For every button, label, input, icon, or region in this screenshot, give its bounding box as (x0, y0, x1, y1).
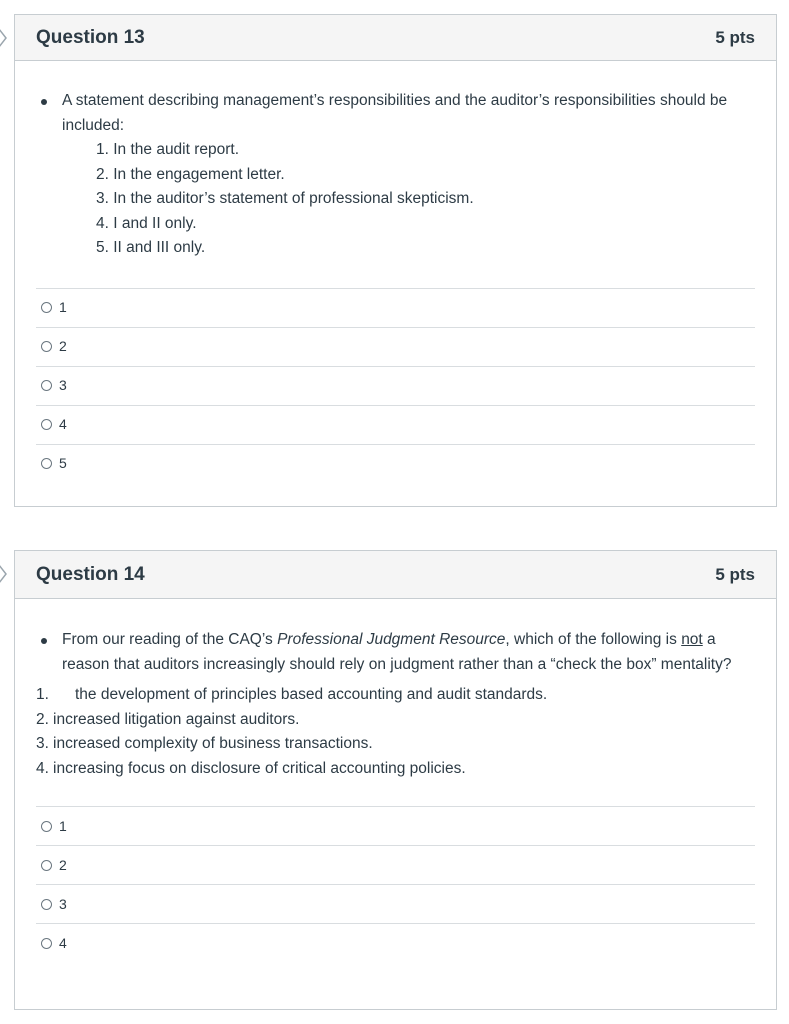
answer-option-2[interactable] (36, 327, 755, 366)
question-13-card (14, 14, 777, 507)
option-item (36, 708, 755, 733)
option-number: 2. (36, 710, 49, 728)
flag-icon[interactable] (0, 563, 9, 585)
bullet-icon (41, 99, 47, 105)
option-item (36, 757, 755, 782)
answer-option-1[interactable] (36, 806, 755, 845)
answer-option-2[interactable] (36, 845, 755, 884)
emphasis-not: not (681, 631, 703, 648)
radio-button[interactable] (41, 380, 52, 391)
option-list (62, 138, 755, 261)
answer-option-1[interactable] (36, 288, 755, 327)
answer-label: 4 (59, 934, 67, 951)
question-header (15, 551, 776, 599)
option-item: 4. I and II only. (96, 214, 197, 232)
prompt-text-c: , which of the following is (505, 631, 682, 648)
radio-button[interactable] (41, 938, 52, 949)
answer-label: 3 (59, 895, 67, 912)
question-title: Question 13 (36, 26, 145, 48)
answer-label: 2 (59, 856, 67, 873)
answer-label: 5 (59, 455, 67, 472)
prompt-text: A statement describing management’s responsibilities and the auditor’s responsibilities should be included: (62, 92, 728, 134)
option-number: 3. (36, 735, 49, 752)
option-item: 5. II and III only. (96, 239, 206, 256)
option-number: 4. (36, 759, 49, 777)
question-points: 5 pts (715, 27, 755, 47)
option-list (36, 683, 755, 781)
answer-option-4[interactable] (36, 405, 755, 444)
radio-button[interactable] (41, 458, 52, 469)
question-header (15, 15, 776, 61)
option-text: increased litigation against auditors. (53, 710, 300, 728)
option-item: 1. In the audit report. (96, 141, 240, 158)
question-points: 5 pts (715, 564, 755, 584)
answer-label: 1 (59, 817, 67, 834)
flag-icon[interactable] (0, 27, 9, 49)
option-text: increasing focus on disclosure of critical accounting policies. (53, 759, 466, 777)
answer-label: 2 (59, 338, 67, 355)
answer-label: 4 (59, 416, 67, 433)
prompt-text-a: From our reading of the CAQ’s (62, 631, 278, 648)
question-title: Question 14 (36, 563, 145, 585)
option-item (36, 683, 755, 708)
question-body (15, 61, 776, 483)
answer-option-3[interactable] (36, 884, 755, 923)
bullet-icon (41, 638, 47, 644)
radio-button[interactable] (41, 860, 52, 871)
question-prompt (36, 89, 755, 261)
resource-title: Professional Judgment Resource (277, 631, 506, 648)
question-prompt (36, 628, 755, 677)
answer-option-4[interactable] (36, 923, 755, 962)
answer-list (36, 288, 755, 483)
option-item: 2. In the engagement letter. (96, 165, 285, 183)
answer-label: 1 (59, 299, 67, 316)
prompt-text-e: a reason that auditors increasingly should rely on judgment rather than a “check the box” mentality? (62, 631, 732, 673)
option-item (36, 732, 755, 757)
option-text: the development of principles based accounting and audit standards. (75, 686, 548, 703)
radio-button[interactable] (41, 419, 52, 430)
question-body (15, 599, 776, 962)
option-number: 1. (36, 686, 49, 703)
option-text: increased complexity of business transactions. (53, 735, 373, 752)
answer-option-3[interactable] (36, 366, 755, 405)
answer-option-5[interactable] (36, 444, 755, 483)
radio-button[interactable] (41, 341, 52, 352)
radio-button[interactable] (41, 899, 52, 910)
radio-button[interactable] (41, 302, 52, 313)
question-14-card (14, 550, 777, 1010)
option-item: 3. In the auditor’s statement of professional skepticism. (96, 190, 474, 207)
radio-button[interactable] (41, 821, 52, 832)
answer-label: 3 (59, 377, 67, 394)
answer-list (36, 806, 755, 962)
